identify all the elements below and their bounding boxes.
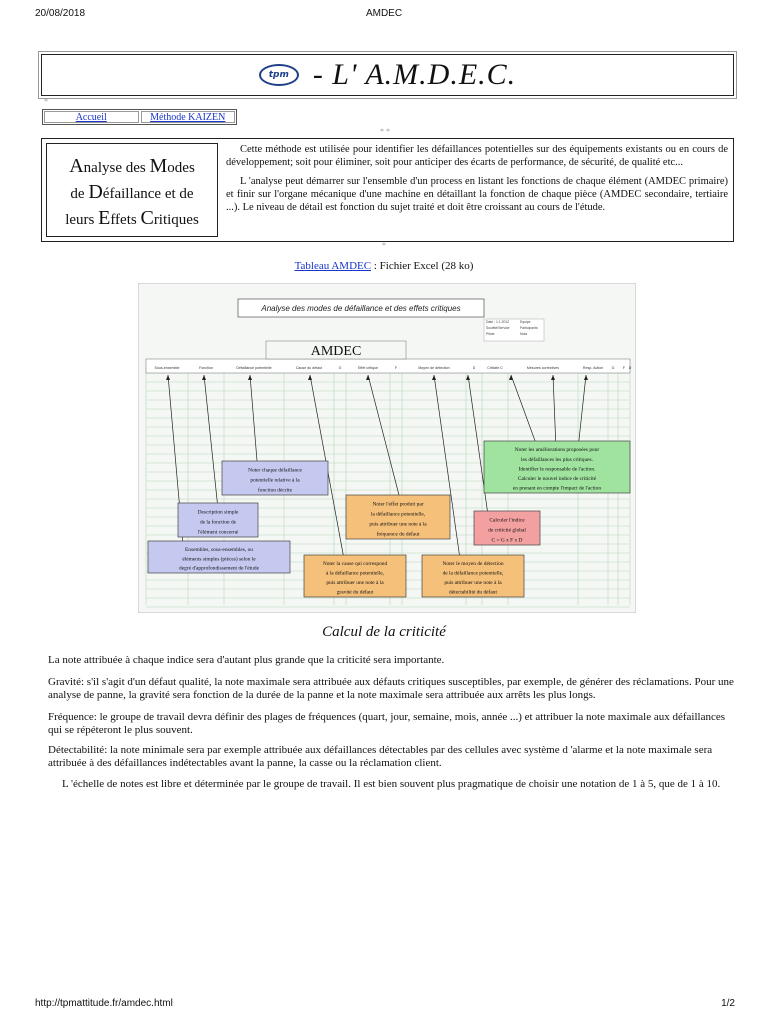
legend-line: Société/Service [486,326,510,330]
title-banner [41,54,734,96]
legend-line: Pilote [486,332,495,336]
banner-text: Analyse des modes de défaillance et des effets critiques [261,304,461,313]
annotation-text: C = G x F x D [491,537,523,544]
calc-title: Calcul de la criticité [322,624,446,640]
annotation-text: Noter chaque défaillance [248,467,302,474]
amdec-label: AMDEC [310,344,362,359]
annotation-text: Noter la cause qui correspond [322,561,388,568]
annotation-text: les défaillances les plus critiques. [520,456,594,463]
separator-mark: * [382,241,386,250]
annotation-text: Ensembles, sous-ensembles, ou [185,547,253,553]
column-header: Moyen de détection [418,366,450,370]
legend-line: Equipe [520,320,531,324]
annotation-text: fonction décrite [258,487,292,494]
acronym-line: Analyse des Modes [69,155,195,177]
annotation-text: potentielle relative à la [250,477,300,484]
annotation-text: à la défaillance potentielle, [325,570,385,577]
column-header: Défaillance potentielle [236,366,272,370]
column-header: Cause du défaut [295,366,323,370]
annotation-text: Description simple [197,509,239,516]
annotation-text: Calculer le nouvel indice de criticité [517,476,597,482]
excel-link[interactable]: Tableau AMDEC [294,260,372,272]
annotation-text: puis attribuer une note à la [369,521,427,528]
excel-download-line [0,260,768,272]
column-header: Criticité C [487,366,503,370]
tpm-logo[interactable] [259,64,299,86]
intro-text [226,143,728,220]
column-header: G [611,366,615,370]
legend-line: Nota [520,332,528,336]
annotation-text: fréquence du défaut [376,531,420,538]
intro-paragraph: Cette méthode est utilisée pour identifier les défaillances potentielles sur des équipements existants ou en cours de développement; soit pour éliminer, soit pour anticiper des écarts de performance, de sécurité, de qualité etc... [226,144,728,168]
acronym-line: de Défaillance et de [70,181,194,203]
legend-line: Date : 1.1.2012 [486,320,510,324]
amdec-figure [138,283,636,613]
column-header: Fonction [199,366,213,370]
annotation-text: Noter l'effet produit par [372,501,424,508]
annotation-text: l'élément concerné [197,529,239,536]
frequency-paragraph: Fréquence: le groupe de travail devra définir des plages de fréquences (quart, jour, semaine, mois, année ...) et attribuer la note maximale aux défaillances qui se répéteront le plus souvent. [48,711,725,736]
acronym-expansion [46,143,218,237]
column-header: Resp. Action [582,366,604,370]
annotation-text: Calculer l'indice [489,517,525,524]
separator-mark: * [44,97,48,106]
excel-suffix: : Fichier Excel (28 ko) [371,260,474,272]
nav-link-kaizen[interactable]: Méthode KAIZEN [141,111,236,123]
annotation-text: éléments simples (pièces) selon le [182,556,256,563]
page-title: - L' A.M.D.E.C. [312,58,517,91]
annotation-text: de criticité global [488,527,526,534]
annotation-text: Noter les améliorations proposées pour [514,447,600,454]
column-header: D [628,366,632,370]
nav-menu [42,109,237,125]
nav-link-accueil[interactable]: Accueil [44,111,139,123]
column-header: Sous-ensemble [154,366,180,370]
annotation-text: de la défaillance potentielle, [442,570,504,577]
print-url: http://tpmattitude.fr/amdec.html [35,998,173,1009]
annotation-text: en prenant en compte l'impact de l'action [512,485,602,492]
detectability-paragraph: Détectabilité: la note minimale sera par exemple attribuée aux défaillances détectables par des cellules avec système d 'alarme et la note maximale sera attribuée à des défaillances indétectables avant la panne, la casse ou la réclamation client. [48,744,713,769]
calc-paragraph: La note attribuée à chaque indice sera d'autant plus grande que la criticité sera importante. [48,654,445,666]
print-title: AMDEC [365,8,403,19]
column-header: Effet critique [358,366,378,370]
annotation-text: puis attribuer une note à la [444,580,502,587]
column-header: Mesures correctives [526,366,560,370]
annotation-text: la défaillance potentielle, [370,511,426,518]
acronym-line: leurs Effets Critiques [65,207,199,229]
intro-section [41,138,734,242]
annotation-text: Identifier le responsable de l'action. [518,466,596,473]
legend-line: Participants [520,326,538,330]
print-page-number: 1/2 [721,998,735,1009]
scale-paragraph: L 'échelle de notes est libre et déterminée par le groupe de travail. Il est bien souvent plus pragmatique de choisir une notation de 1 à 5, que de 1 à 10. [62,778,721,790]
gravity-paragraph: Gravité: s'il s'agit d'un défaut qualité, la note maximale sera attribuée aux défauts critiques susceptibles, par exemple, de générer des réclamations. Pour une analyse de panne, la gravité sera fonction de la durée de la panne et la note maximale sera attribuée aux arrêts les plus longs. [48,676,734,701]
column-header: F [394,366,398,370]
logo-text: tpm [268,70,289,80]
intro-paragraph: L 'analyse peut démarrer sur l'ensemble d'un process en listant les fonctions de chaque élément (AMDEC primaire) et finir sur l'organe mécanique d'une machine en détaillant la fonction de chaque pièce (AMDEC secondaire, tertiaire ...). Le niveau de détail est fonction du sujet traité et doit être croissant au cours de l'étude. [226,176,728,213]
annotation-text: détectabilité du défaut [449,589,497,596]
annotation-text: degré d'approfondissement de l'étude [179,565,259,572]
print-date: 20/08/2018 [35,8,86,19]
annotation-text: Noter le moyen de détection [442,561,504,568]
separator-mark: * * [380,127,390,136]
annotation-text: de la fonction de [199,519,237,526]
column-header: G [338,366,342,370]
annotation-text: puis attribuer une note à la [326,580,384,587]
column-header: F [622,366,626,370]
column-header: D [472,366,476,370]
annotation-text: gravité du défaut [336,589,374,596]
